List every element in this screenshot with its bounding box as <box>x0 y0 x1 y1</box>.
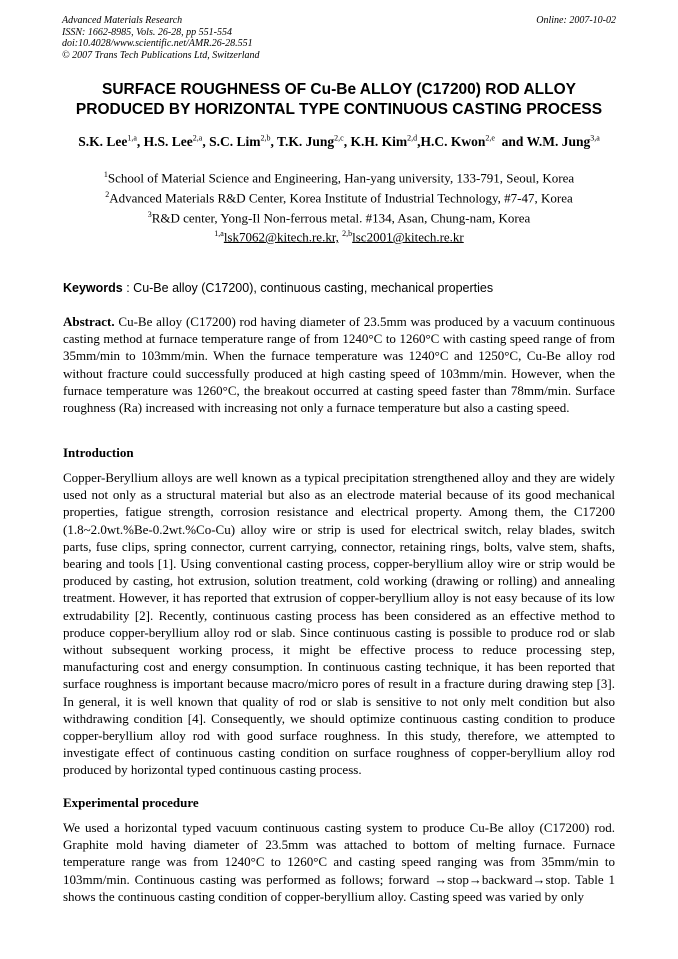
affiliation: $^1$School of Material Science and Engineering, Han-yang university, 133-791, Seoul, Korea <box>103 170 575 186</box>
keywords-text: : Cu-Be alloy (C17200), continuous casting, mechanical properties <box>122 281 494 295</box>
title-line-2: PRODUCED BY HORIZONTAL TYPE CONTINUOUS CASTING PROCESS <box>75 101 603 118</box>
journal-name: Advanced Materials Research <box>62 15 183 26</box>
copyright: © 2007 Trans Tech Publications Ltd, Switzerland <box>62 49 260 61</box>
author-emails: $^{1,a}$lsk7062@kitech.re.kr, $^{2,b}$lsc2001@kitech.re.kr <box>214 229 464 245</box>
title-line-1: SURFACE ROUGHNESS OF Cu-Be ALLOY (C17200) ROD ALLOY <box>102 81 576 98</box>
experimental-heading: Experimental procedure <box>63 795 199 810</box>
email-link-1[interactable]: lsk7062@kitech.re.kr, <box>223 229 339 245</box>
email-link-2[interactable]: lsc2001@kitech.re.kr <box>352 229 464 245</box>
introduction-heading: Introduction <box>63 445 134 460</box>
author: H.C. Kwon$^{2,e}$ and <box>420 133 527 149</box>
issn: ISSN: 1662-8985, Vols. 26-28, pp 551-554 <box>62 26 232 38</box>
online-date: Online: 2007-10-02 <box>536 15 616 26</box>
author-list <box>20 133 658 150</box>
affiliation: $^3$R&D center, Yong-Il Non-ferrous metal. #134, Asan, Chung-nam, Korea <box>147 209 531 225</box>
keywords-label: Keywords <box>63 281 123 295</box>
keywords <box>63 281 615 295</box>
experimental-text: We used a horizontal typed vacuum continuous casting system to produce Cu-Be alloy (C17200) rod. Graphite mold having diameter of 23.5mm was attached to bottom of melting furnace. Furnace temperature range was from 1240°C to 1260°C and casting speed ranging was from 35mm/min to 103mm/min. Continuous casting was performed as follows; forward →stop→backward→stop. Table 1 shows the continuous casting condition of copper-beryllium alloy. Casting speed was varied by only <box>63 820 615 904</box>
introduction-text: Copper-Beryllium alloys are well known as a typical precipitation strengthened alloy and they are widely used not only as a structural material but also as an electrode material because of its good mechanical properties, fatigue strength, corrosion resistance and electrical property. Among them, the C17200 (1.8~2.0wt.%Be-0.2wt.%Co-Cu) alloy wire or strip is used for electrical switch, relay blades, switch parts, fuse clips, spring connector, current carrying, connector, retaining rings, bolts, valve stem, shafts, bearing and tools [1]. Using conventional casting process, copper-beryllium alloy wire or strip would be produced by casting, hot extrusion, solution treatment, cold working (drawing or rolling) and annealing treatment. However, it has reported that extrusion of copper-beryllium alloy is not easy because of its low extrudability [2]. Recently, continuous casting process has been considered as an effective method to produce copper-beryllium alloy rod or slab. Since continuous casting is possible to produce rod or slab without subsequent working process, it might be effective process to reduce processing step, manufacturing cost and energy consumption. In continuous casting technique, it has been reported that surface roughness is important because macro/micro pores of result in a fracture during drawing step [3]. In general, it is well known that quality of rod or slab is sensitive to not only melt condition but also withdrawing condition [4]. Consequently, we should optimize continuous casting condition to produce copper-beryllium alloy rod with good surface roughness. In this study, therefore, we attempted to investigate effect of continuous casting condition on surface roughness of copper-beryllium alloy rod produced by horizontal typed continuous casting process. <box>63 470 615 778</box>
author: S.K. Lee$^{1,a}$, <box>78 133 144 149</box>
affiliation: $^2$Advanced Materials R&D Center, Korea Institute of Industrial Technology, #7-47, Korea <box>105 189 573 206</box>
author: H.S. Lee$^{2,a}$, <box>143 133 210 149</box>
author: T.K. Jung$^{2,c}$, <box>276 133 351 149</box>
abstract-text: Cu-Be alloy (C17200) rod having diameter of 23.5mm was produced by a vacuum continuous casting method at furnace temperature range of from 1240°C to 1260°C with casting speed range of from 35mm/min to 103mm/min. When the furnace temperature was 1240°C and 1250°C, Cu-Be alloy rod without fracture could successfully produced at high casting speed of 103mm/min. However, when the furnace temperature was 1260°C, the breakout occurred at casting speed faster than 78mm/min. Surface roughness (Ra) increased with increasing not only a furnace temperature but also a casting speed. <box>63 314 615 416</box>
author: S.C. Lim$^{2,b}$, <box>209 133 277 149</box>
journal-header <box>62 15 260 61</box>
affiliations <box>40 167 638 226</box>
author: K.H. Kim$^{2,d}$, <box>350 133 421 149</box>
author: W.M. Jung$^{3,a}$ <box>526 133 600 149</box>
abstract <box>63 313 615 416</box>
paper-title <box>40 80 638 120</box>
doi: doi:10.4028/www.scientific.net/AMR.26-28.551 <box>62 38 253 49</box>
abstract-label: Abstract. <box>63 314 115 329</box>
